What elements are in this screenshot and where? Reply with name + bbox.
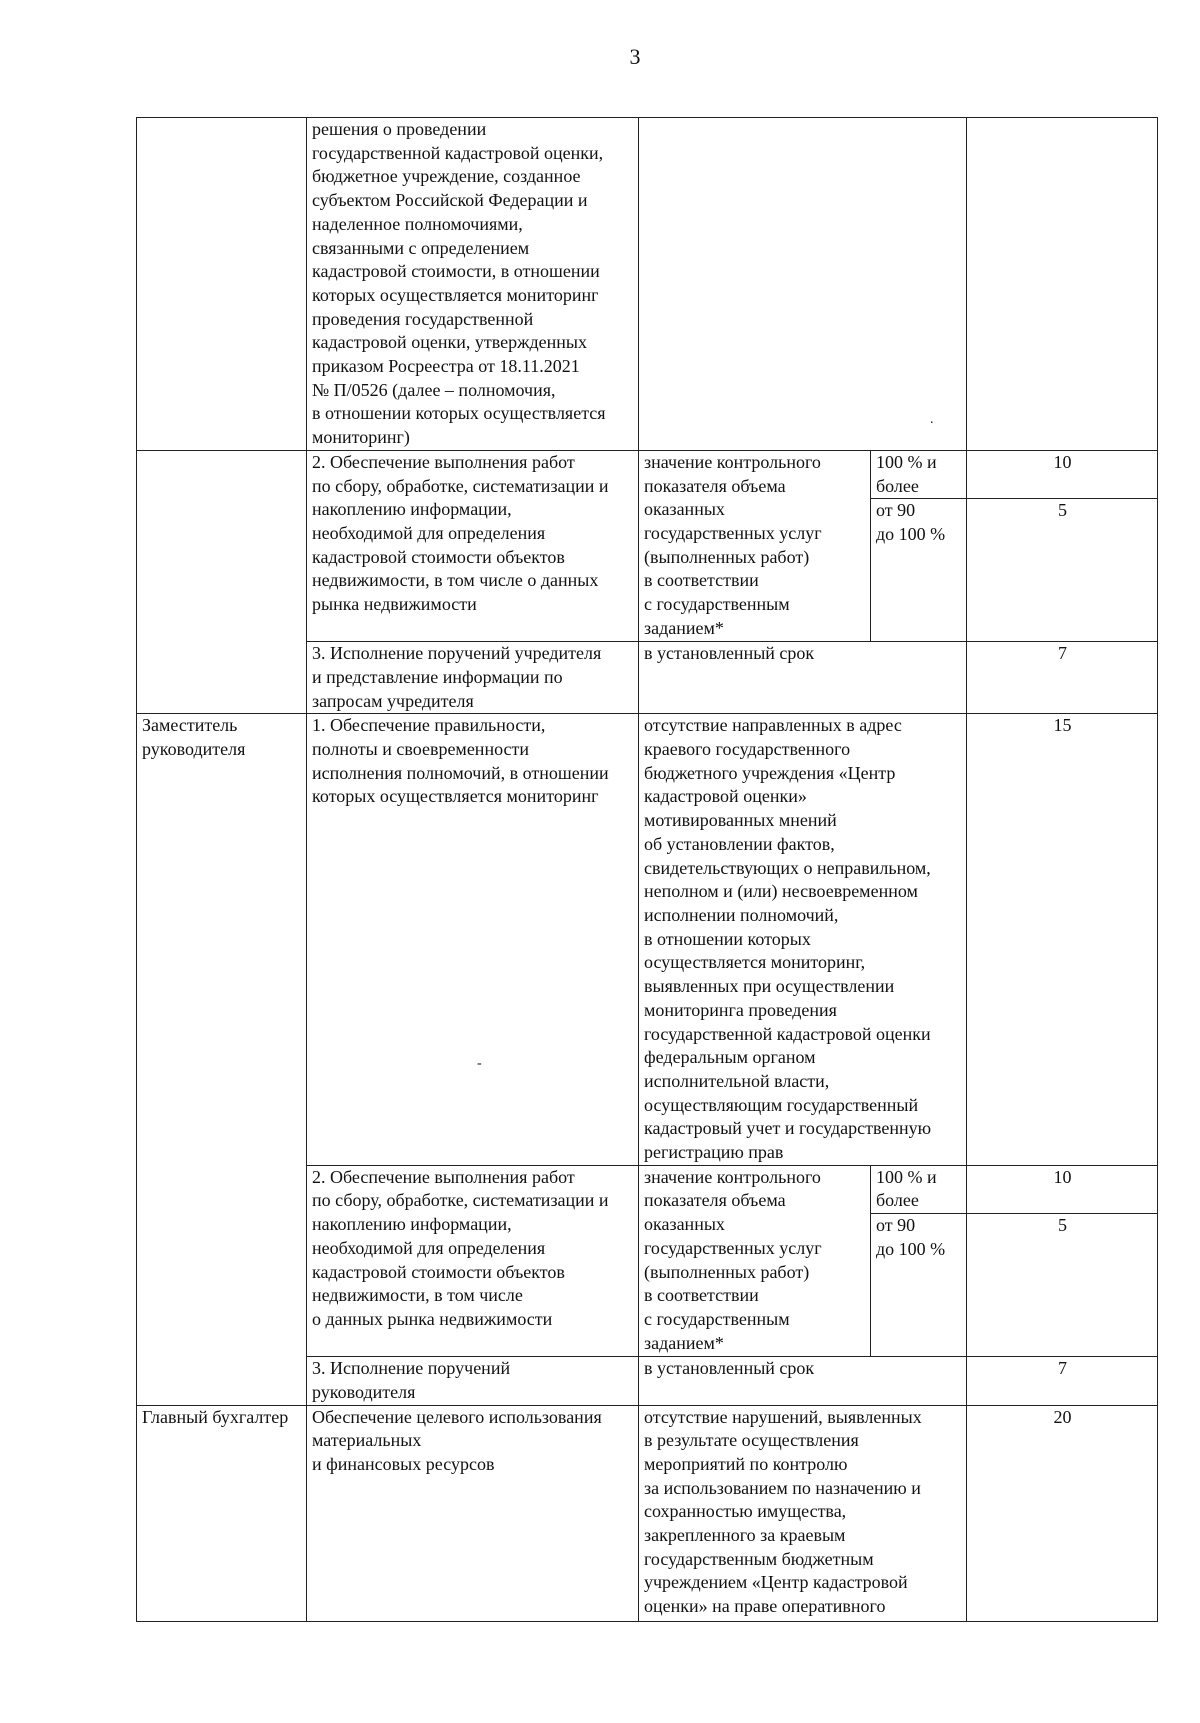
text-line: рынка недвижимости [312, 594, 477, 615]
condition-cell [871, 1165, 967, 1213]
text-line: кадастровой оценки» [644, 786, 807, 807]
text-line: 100 % и [876, 451, 937, 472]
text-line: в соответствии [644, 570, 759, 591]
text-line: бюджетное учреждение, созданное [312, 166, 581, 187]
text-line: более [876, 1190, 919, 1211]
text-line: Главный бухгалтер [142, 1406, 289, 1427]
criterion-cell [307, 1357, 639, 1405]
text-line: недвижимости, в том числе [312, 1285, 523, 1306]
text-line: государственных услуг [644, 522, 822, 543]
text-line: оказанных [644, 1214, 725, 1235]
text-line: более [876, 475, 919, 496]
table-row [137, 714, 1158, 1165]
text-line: государственной кадастровой оценки, [312, 142, 604, 163]
text-line: кадастровой стоимости объектов [312, 546, 565, 567]
position-cell [137, 1405, 307, 1621]
text-line: накоплению информации, [312, 1214, 512, 1235]
text-line: за использованием по назначению и [644, 1477, 921, 1498]
text-line: необходимой для определения [312, 1237, 546, 1258]
text-line: осуществляется мониторинг, [644, 952, 866, 973]
criterion-cell [307, 118, 639, 451]
text-line: 1. Обеспечение правильности, [312, 715, 546, 736]
text-line: с государственным [644, 1308, 790, 1329]
table-row [137, 450, 1158, 498]
text-line: проведения государственной [312, 308, 534, 329]
text-line: субъектом Российской Федерации и [312, 190, 588, 211]
indicator-cell [639, 1357, 967, 1405]
text-line: 3. Исполнение поручений учредителя [312, 643, 602, 664]
text-line: 2. Обеспечение выполнения работ [312, 1166, 575, 1187]
points-cell: 5 [967, 499, 1158, 642]
text-line: (выполненных работ) [644, 1261, 810, 1282]
text-line: оценки» на праве оперативного [644, 1596, 886, 1617]
text-line: оказанных [644, 499, 725, 520]
text-line: и представление информации по [312, 666, 563, 687]
criterion-cell [307, 1405, 639, 1621]
indicator-cell [639, 642, 967, 714]
text-line: с государственным [644, 594, 790, 615]
text-line: отсутствие направленных в адрес [644, 715, 902, 736]
condition-cell [871, 450, 967, 498]
text-line: заданием* [644, 617, 724, 638]
text-line: № П/0526 (далее – полномочия, [312, 379, 556, 400]
indicator-cell [639, 1165, 871, 1356]
points-cell: 10 [967, 450, 1158, 498]
text-line: руководителя [142, 739, 246, 760]
text-line: накоплению информации, [312, 499, 512, 520]
text-line: Заместитель [142, 715, 238, 736]
criterion-cell [307, 642, 639, 714]
text-line: полноты и своевременности [312, 739, 530, 760]
points-cell [967, 118, 1158, 451]
text-line: значение контрольного [644, 451, 821, 472]
indicator-cell [639, 1405, 967, 1621]
text-line: 100 % и [876, 1166, 937, 1187]
indicator-cell [639, 450, 871, 641]
text-line: государственным бюджетным [644, 1548, 874, 1569]
position-cell [137, 118, 307, 451]
text-line: мероприятий по контролю [644, 1453, 848, 1474]
points-cell: 7 [967, 1357, 1158, 1405]
text-line: о данных рынка недвижимости [312, 1308, 553, 1329]
text-line: до 100 % [876, 1238, 946, 1259]
text-line: мониторинга проведения [644, 999, 837, 1020]
text-line: федеральным органом [644, 1047, 816, 1068]
text-line: (выполненных работ) [644, 546, 810, 567]
table-row [137, 1405, 1158, 1621]
text-line: показателя объема [644, 1190, 786, 1211]
text-line: государственной кадастровой оценки [644, 1023, 931, 1044]
indicator-cell [639, 118, 967, 451]
text-line: руководителя [312, 1381, 416, 1402]
criteria-table [136, 117, 1158, 1622]
page-number: 3 [629, 44, 641, 69]
criterion-cell [307, 714, 639, 1165]
text-line: мониторинг) [312, 427, 410, 448]
points-cell: 15 [967, 714, 1158, 1165]
text-line: которых осуществляется мониторинг [312, 284, 599, 305]
text-line: и финансовых ресурсов [312, 1453, 495, 1474]
text-line: в отношении которых [644, 928, 811, 949]
text-line: наделенное полномочиями, [312, 213, 523, 234]
text-line: которых осуществляется мониторинг [312, 786, 599, 807]
position-cell [137, 450, 307, 714]
points-cell: 7 [967, 642, 1158, 714]
text-line: об установлении фактов, [644, 833, 835, 854]
text-line: от 90 [876, 500, 916, 521]
points-cell: 10 [967, 1165, 1158, 1213]
text-line: выявленных при осуществлении [644, 976, 895, 997]
text-line: неполном и (или) несвоевременном [644, 881, 918, 902]
text-line: решения о проведении [312, 119, 487, 139]
text-line: кадастровый учет и государственную [644, 1118, 932, 1139]
criterion-cell [307, 450, 639, 641]
text-line: 3. Исполнение поручений [312, 1358, 511, 1379]
text-line: Обеспечение целевого использования [312, 1406, 602, 1427]
text-line: бюджетного учреждения «Центр [644, 762, 896, 783]
text-line: показателя объема [644, 475, 786, 496]
scan-speck: - [477, 1056, 482, 1071]
text-line: в отношении которых осуществляется [312, 403, 606, 424]
text-line: исполнении полномочий, [644, 904, 839, 925]
text-line: до 100 % [876, 523, 946, 544]
text-line: кадастровой оценки, утвержденных [312, 332, 588, 353]
text-line: в соответствии [644, 1285, 759, 1306]
text-line: отсутствие нарушений, выявленных [644, 1406, 922, 1427]
text-line: необходимой для определения [312, 522, 546, 543]
text-line: осуществляющим государственный [644, 1094, 919, 1115]
text-line: исполнительной власти, [644, 1070, 830, 1091]
text-line: материальных [312, 1430, 422, 1451]
text-line: в установленный срок [644, 1358, 815, 1379]
text-line: 2. Обеспечение выполнения работ [312, 451, 575, 472]
text-line: государственных услуг [644, 1237, 822, 1258]
indicator-cell [639, 714, 967, 1165]
text-line: в результате осуществления [644, 1430, 859, 1451]
text-line: учреждением «Центр кадастровой [644, 1572, 908, 1593]
text-line: кадастровой стоимости, в отношении [312, 261, 600, 282]
criterion-cell [307, 1165, 639, 1356]
text-line: мотивированных мнений [644, 810, 837, 831]
text-line: по сбору, обработке, систематизации и [312, 475, 609, 496]
text-line: значение контрольного [644, 1166, 821, 1187]
text-line: кадастровой стоимости объектов [312, 1261, 565, 1282]
text-line: в установленный срок [644, 643, 815, 664]
text-line: приказом Росреестра от 18.11.2021 [312, 356, 580, 377]
condition-cell [871, 1214, 967, 1357]
text-line: сохранностью имущества, [644, 1501, 847, 1522]
points-cell: 5 [967, 1214, 1158, 1357]
points-cell: 20 [967, 1405, 1158, 1621]
text-line: краевого государственного [644, 739, 851, 760]
text-line: связанными с определением [312, 237, 530, 258]
text-line: заданием* [644, 1332, 724, 1353]
condition-cell [871, 499, 967, 642]
text-line: свидетельствующих о неправильном, [644, 857, 931, 878]
text-line: от 90 [876, 1215, 916, 1236]
text-line: регистрацию прав [644, 1142, 784, 1163]
text-line: исполнения полномочий, в отношении [312, 762, 609, 783]
text-line: запросам учредителя [312, 690, 474, 711]
position-cell [137, 714, 307, 1405]
scan-speck: . [930, 412, 934, 427]
text-line: по сбору, обработке, систематизации и [312, 1190, 609, 1211]
text-line: недвижимости, в том числе о данных [312, 570, 599, 591]
text-line: закрепленного за краевым [644, 1525, 846, 1546]
table-row [137, 118, 1158, 451]
